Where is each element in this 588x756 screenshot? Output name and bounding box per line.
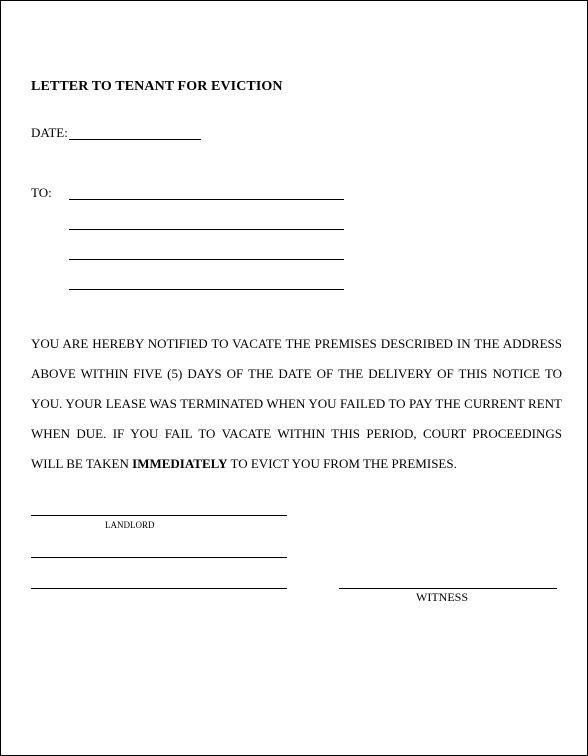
notice-text-part1: YOU ARE HEREBY NOTIFIED TO VACATE THE PREMISES DESCRIBED IN THE ADDRESS ABOVE WITHIN FIVE (5) DAYS OF THE DATE OF THE DELIVERY OF THIS NOTICE TO YOU. YOUR LEASE WAS TERMINATED WHEN YOU FAILED TO PAY THE CURRENT RENT WHEN DUE. IF YOU FAIL TO VACATE WITHIN THIS PERIOD, COURT PROCEEDINGS WILL BE TAKEN bbox=[31, 336, 562, 471]
address-blank-line-2 bbox=[69, 229, 344, 230]
address-blank-line-4 bbox=[69, 289, 344, 290]
witness-signature-line bbox=[339, 588, 557, 589]
notice-body bbox=[31, 329, 562, 479]
landlord-signature-line bbox=[31, 515, 287, 516]
to-label: TO: bbox=[31, 185, 52, 200]
address-blank-line-3 bbox=[69, 259, 344, 260]
landlord-label: LANDLORD bbox=[105, 520, 155, 530]
signature-blank-line-2 bbox=[31, 557, 287, 558]
witness-label: WITNESS bbox=[416, 590, 468, 604]
signature-blank-line-3 bbox=[31, 588, 287, 589]
notice-emphasis: IMMEDIATELY bbox=[132, 456, 228, 471]
address-blank-line-1 bbox=[69, 199, 344, 200]
date-label: DATE: bbox=[31, 125, 68, 140]
date-blank-line bbox=[69, 139, 201, 140]
notice-text-part2: TO EVICT YOU FROM THE PREMISES. bbox=[227, 456, 457, 471]
letter-title: LETTER TO TENANT FOR EVICTION bbox=[31, 79, 283, 94]
notice-paragraph bbox=[31, 329, 562, 479]
